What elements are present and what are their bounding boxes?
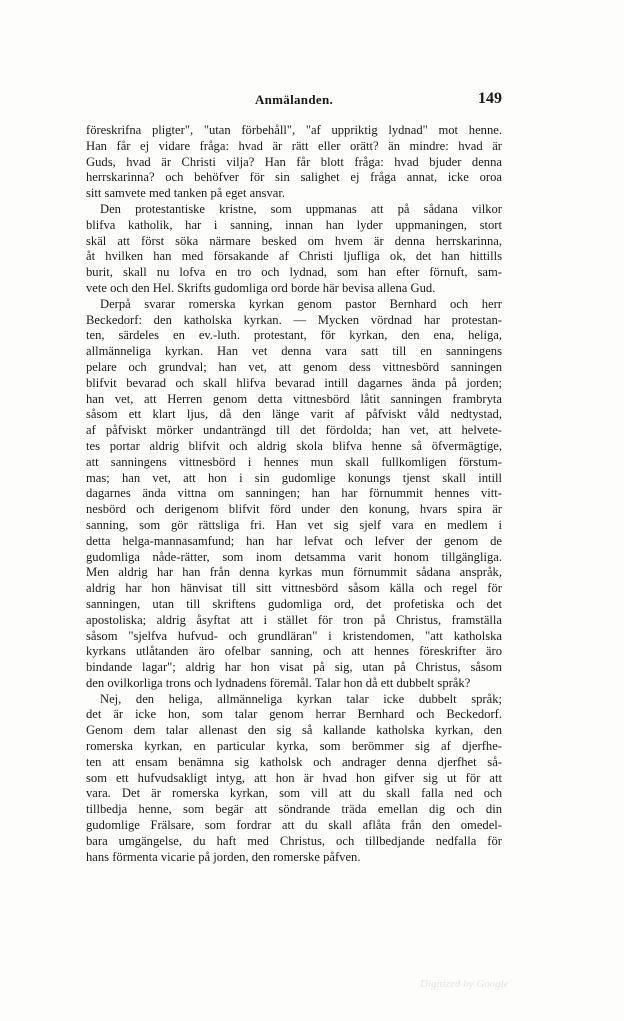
text-line: såsom ett klart ljus, då den länge varit af påfviskt våld nedtystad,	[86, 407, 502, 422]
text-line: af påfviskt mörker undanträngd till det fördolda; han vet, att helvete-	[86, 423, 502, 438]
text-line: herrskarinna? och behöfver för sin salighet ej fråga annat, icke oroa	[86, 170, 502, 185]
text-line: blifva katholik, har i sanning, innan han lyder uppmaningen, stort	[86, 217, 502, 232]
text-line: han vet, att Herren genom detta vittnesbörd låtit sanningen frambryta	[86, 391, 502, 406]
text-line: nesbörd och derigenom blifvit förd under den konung, hvars spira är	[86, 502, 502, 517]
text-line: såsom "sjelfva hufvud- och grundläran" i kristendomen, "att katholska	[86, 628, 502, 643]
text-line: tillbedja henne, som begär att söndrande träda emellan dig och din	[86, 802, 502, 817]
text-line: pelare och grundval; han vet, att genom dess vittnesbörd sanningen	[86, 359, 502, 374]
text-line: sitt samvete med tanken på eget ansvar.	[86, 186, 285, 201]
text-line: som ett hufvudsakligt intyg, att hon är hvad hon gifver sig ut för att	[86, 770, 502, 785]
text-line: Den protestantiske kristne, som uppmanas att på sådana vilkor	[100, 201, 502, 216]
text-line: kyrkans utlåtanden äro ofelbar sanning, och att hennes föreskrifter äro	[86, 644, 502, 659]
text-line: Han får ej vidare fråga: hvad är rätt eller orätt? än mindre: hvad är	[86, 138, 502, 153]
text-line: dagarnes ända vittna om sanningen; han har förnummit hennes vitt-	[86, 486, 502, 501]
text-line: föreskrifna pligter", "utan förbehåll", "af uppriktig lydnad" mot henne.	[86, 123, 502, 137]
text-line: detta helga-mannasamfund; han har lefvat och lefver der genom de	[86, 533, 502, 548]
text-line: Guds, hvad är Christi vilja? Han får blott fråga: hvad bjuder denna	[86, 154, 502, 169]
body-text	[86, 123, 502, 865]
text-line: bindande lagar"; aldrig har hon visat på sig, utan på Christus, såsom	[86, 660, 502, 675]
text-line: burit, skall nu lofva en tro och lydnad, som han efter förnuft, sam-	[86, 265, 502, 280]
text-line: sanningen, utan till skriftens gudomliga ord, det profetiska och det	[86, 596, 502, 611]
text-line: ten att ensam benämna sig katholsk och andrager denna djerfhet så-	[86, 754, 502, 769]
running-title: Anmälanden.	[254, 92, 334, 107]
text-line: det är icke hon, som talar genom herrar Bernhard och Beckedorf.	[86, 707, 502, 722]
text-line: åt hvilken han med försakande af Christi ljufliga ok, det han hittills	[86, 249, 502, 264]
text-line: aldrig har hon hänvisat till sitt vittnesbörd såsom källa och regel för	[86, 581, 502, 596]
text-line: tes portar aldrig blifvit och aldrig skola blifva henne så öfvermägtige,	[86, 438, 502, 453]
digitization-watermark: Digitized by Google	[420, 978, 509, 990]
text-line: sanning, som gör rättsliga fri. Han vet sig sjelf vara en medlem i	[86, 517, 502, 532]
text-line: bara umgängelse, du haft med Christus, och tillbedjande nedfalla för	[86, 833, 502, 848]
text-line: gudomlige Frälsare, som fordrar att du skall aflåta från den omedel-	[86, 818, 502, 833]
text-line: vara. Det är romerska kyrkan, som vill att du skall falla ned och	[86, 786, 502, 801]
text-line: den ovilkorliga trons och lydnadens föremål. Talar hon då ett dubbelt språk?	[86, 675, 471, 690]
text-line: blifvit bevarad och skall hlifva bevarad intill dagarnes ända på jorden;	[86, 375, 502, 390]
text-line: Beckedorf: den katholska kyrkan. — Mycken vördnad har protestan-	[86, 312, 502, 327]
text-line: vete och den Hel. Skrifts gudomliga ord borde här bevisa allena Gud.	[86, 280, 436, 295]
text-line: Men aldrig har han från denna kyrkas mun förnummit sådana anspråk,	[86, 565, 502, 580]
text-line: hans förmenta vicarie på jorden, den romerske påfven.	[86, 849, 361, 864]
text-line: ten, särdeles en ev.-luth. protestant, för kyrkan, den ena, heliga,	[86, 328, 502, 343]
page-number: 149	[478, 90, 502, 107]
text-line: Genom dem talar allenast den sig så kallande katholska kyrkan, den	[86, 723, 502, 738]
text-line: Derpå svarar romerska kyrkan genom pastor Bernhard och herr	[100, 296, 502, 311]
running-head	[86, 92, 502, 112]
text-line: romerska kyrkan, en particular kyrka, som berömmer sig af djerfhe-	[86, 739, 502, 754]
text-line: att sanningens vittnesbörd i hennes mun skall fullkomligen förstum-	[86, 454, 502, 469]
text-line: Nej, den heliga, allmänneliga kyrkan talar icke dubbelt språk;	[100, 691, 502, 706]
text-line: apostoliska; aldrig åsyftat att i stället för tron på Christus, framställa	[86, 612, 502, 627]
text-line: allmänneliga kyrkan. Han vet denna vara satt till en sanningens	[86, 344, 502, 359]
text-line: skäl att först söka närmare besked om hvem är denna herrskarinna,	[86, 233, 502, 248]
text-line: mas; han vet, att hon i sin gudomlige konungs tjenst skall intill	[86, 470, 502, 485]
text-line: gudomliga nåde-rätter, som inom detsamma varit honom tillgängliga.	[86, 549, 502, 564]
